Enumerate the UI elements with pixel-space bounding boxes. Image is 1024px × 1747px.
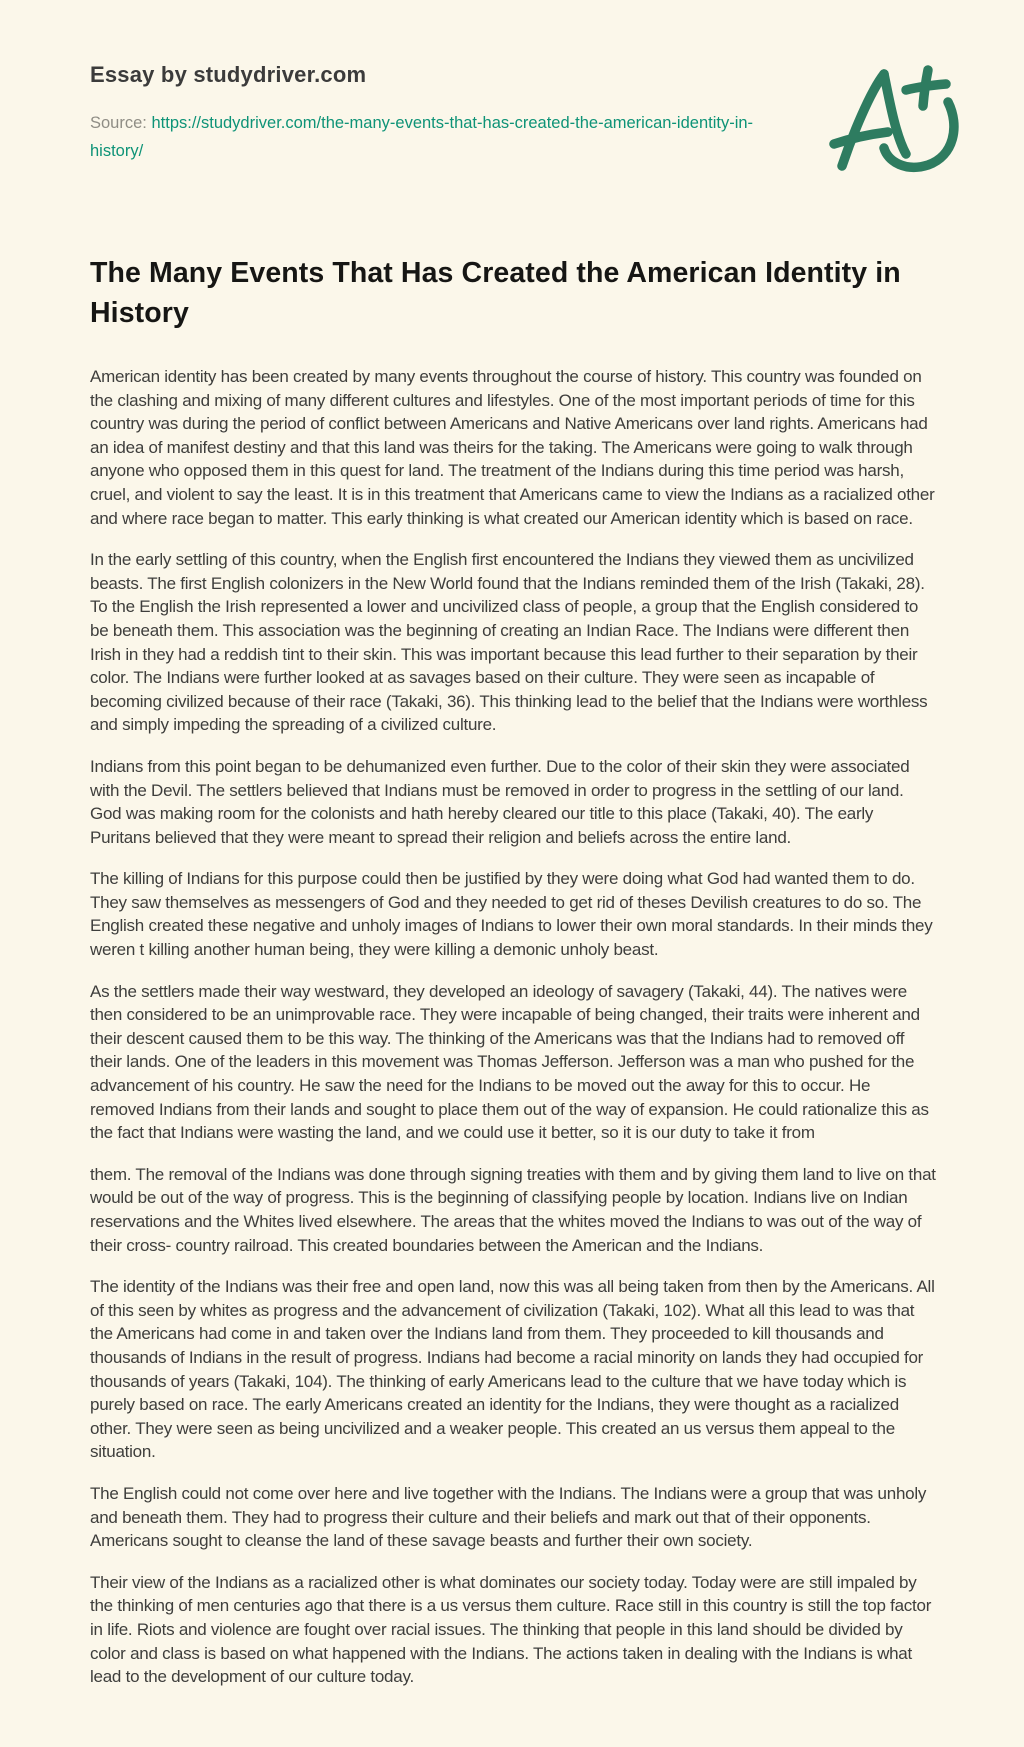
essay-paragraph: The killing of Indians for this purpose could then be justified by they were doing what God had wanted them to do. They saw themselves as messengers of God and they needed to get rid of theses Devilish creatures to do so. The English created these negative and unholy images of Indians to lower their own moral standards. In their minds they weren t killing another human being, they were killing a demonic unholy beast. [90,869,933,960]
essay-paragraph: them. The removal of the Indians was done through signing treaties with them and by giving them land to live on that would be out of the way of progress. This is the beginning of classifying people by location. Indians live on Indian reservations and the Whites lived elsewhere. The areas that the whites moved the Indians to was out of the way of their cross- country railroad. This created boundaries between the American and the Indians. [90,1164,936,1255]
essay-paragraph: In the early settling of this country, when the English first encountered the Indians they viewed them as uncivilized beasts. The first English colonizers in the New World found that the Indians reminded them of the Irish (Takaki, 28). To the English the Irish represented a lower and uncivilized class of people, a group that the English considered to be beneath them. This association was the beginning of creating an Indian Race. The Indians were different then Irish in they had a reddish tint to their skin. This was important because this lead further to their separation by their color. The Indians were further looked at as savages based on their culture. They were seen as incapable of becoming civilized because of their race (Takaki, 36). This thinking lead to the belief that the Indians were worthless and simply impeding the spreading of a civilized culture. [90,550,928,735]
source-link[interactable]: https://studydriver.com/the-many-events-that-has-created-the-american-identity-in-history/ [90,114,754,160]
a-plus-logo [824,64,972,174]
essay-title: The Many Events That Has Created the American Identity in History [90,257,901,329]
source-line [90,109,770,165]
byline: Essay by studydriver.com [90,62,367,87]
essay-paragraph: Indians from this point began to be dehumanized even further. Due to the color of their skin they were associated with the Devil. The settlers believed that Indians must be removed in order to progress in the settling of our land. God was making room for the colonists and hath hereby cleared our title to this place (Takaki, 40). The early Puritans believed that they were meant to spread their religion and beliefs across the entire land. [90,756,910,847]
essay-paragraph: As the settlers made their way westward, they developed an ideology of savagery (Takaki, 44). The natives were then considered to be an unimprovable race. They were incapable of being changed, their traits were inherent and their descent caused them to be this way. The thinking of the Americans was that the Indians had to removed off their lands. One of the leaders in this movement was Thomas Jefferson. Jefferson was a man who pushed for the advancement of his country. He saw the need for the Indians to be moved out the away for this to occur. He removed Indians from their lands and sought to place them out of the way of expansion. He could rationalize this as the fact that Indians were wasting the land, and we could use it better, so it is our duty to take it from [90,981,929,1143]
essay-paragraph: American identity has been created by many events throughout the course of history. This country was founded on the clashing and mixing of many different cultures and lifestyles. One of the most important periods of time for this country was during the period of conflict between Americans and Native Americans over land rights. Americans had an idea of manifest destiny and that this land was theirs for the taking. The Americans were going to walk through anyone who opposed them in this quest for land. The treatment of the Indians during this time period was harsh, cruel, and violent to say the least. It is in this treatment that Americans came to view the Indians as a racialized other and where race began to matter. This early thinking is what created our American identity which is based on race. [90,367,935,528]
essay-paragraph: The identity of the Indians was their free and open land, now this was all being taken from then by the Americans. All of this seen by whites as progress and the advancement of civilization (Takaki, 102). What all this lead to was that the Americans had come in and taken over the Indians land from them. They proceeded to kill thousands and thousands of Indians in the result of progress. Indians had become a racial minority on lands they had occupied for thousands of years (Takaki, 104). The thinking of early Americans lead to the culture that we have today which is purely based on race. The early Americans created an identity for the Indians, they were thought as a racialized other. They were seen as being uncivilized and a weaker people. This created an us versus them appeal to the situation. [90,1277,935,1462]
essay-paragraph: Their view of the Indians as a racialized other is what dominates our society today. Today were are still impaled by the thinking of men centuries ago that there is a us versus them culture. Race still in this country is still the top factor in life. Riots and violence are fought over racial issues. The thinking that people in this land should be divided by color and class is based on what happened with the Indians. The actions taken in dealing with the Indians is what lead to the development of our culture today. [90,1572,932,1687]
essay-paragraph: The English could not come over here and live together with the Indians. The Indians were a group that was unholy and beneath them. They had to progress their culture and their beliefs and mark out that of their opponents. Americans sought to cleanse the land of these savage beasts and further their own society. [90,1483,927,1551]
page-header [90,62,936,165]
source-label: Source: [90,114,147,132]
essay-body [90,365,936,1689]
